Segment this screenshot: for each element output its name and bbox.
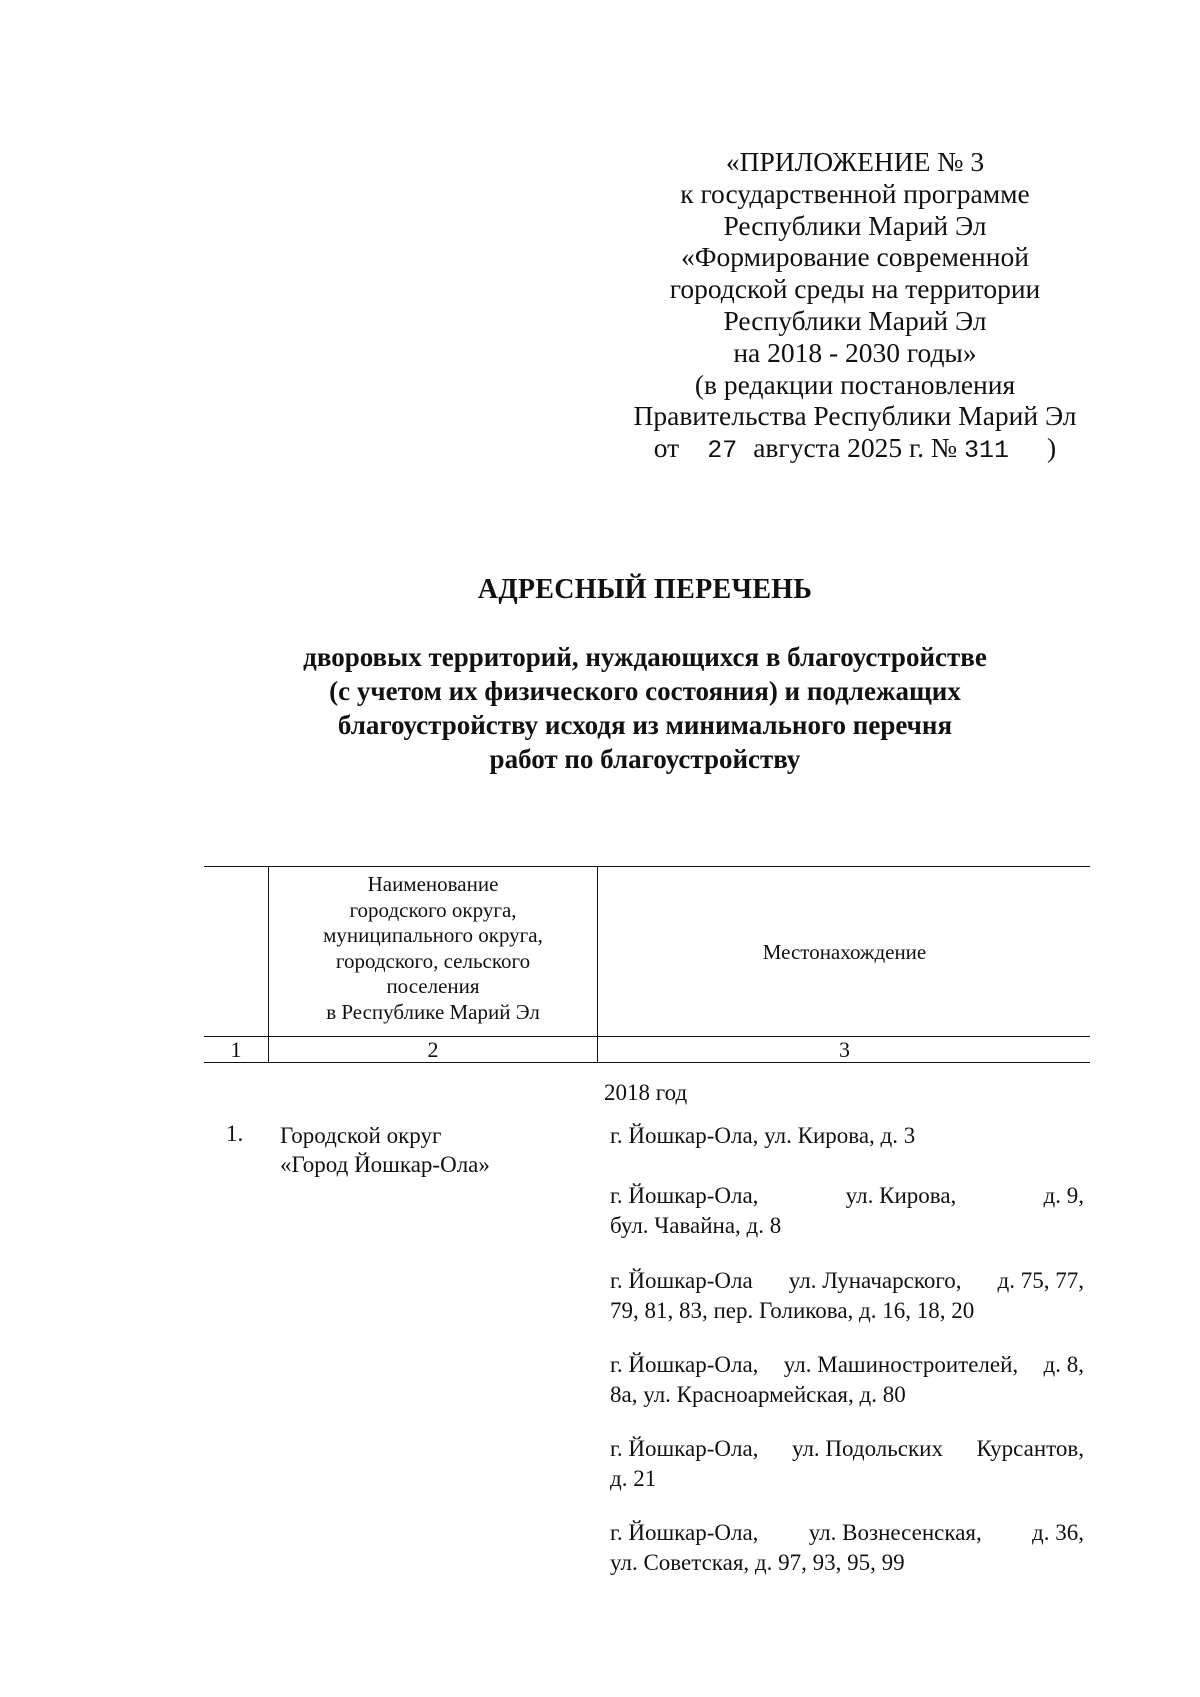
year-heading: 2018 год (604, 1080, 688, 1105)
column-number-2: 2 (427, 1037, 439, 1062)
column-number-1: 1 (230, 1037, 242, 1062)
address-part: г. Йошкар-Ола (610, 1268, 753, 1293)
address-part: д. 75, 77, (997, 1268, 1084, 1293)
appendix-line-9: Правительства Республики Марий Эл (633, 400, 1077, 432)
address-line: 8а, ул. Красноармейская, д. 80 (610, 1381, 906, 1407)
date-prefix: от (653, 432, 680, 464)
appendix-line-1: «ПРИЛОЖЕНИЕ № 3 (725, 146, 985, 177)
header-municipality-line: городского округа, (349, 897, 517, 922)
address-line (610, 1518, 1084, 1548)
address-part: г. Йошкар-Ола, (610, 1183, 759, 1208)
address-line: ул. Советская, д. 97, 93, 95, 99 (610, 1549, 905, 1575)
header-municipality-line: городского, сельского (335, 948, 531, 973)
address-line (610, 1434, 1084, 1464)
appendix-line-2: к государственной программе (680, 177, 1030, 209)
table-divider-2 (597, 866, 598, 1062)
header-municipality-line: в Республике Марий Эл (326, 999, 540, 1024)
address-part: ул. Луначарского, (788, 1268, 962, 1293)
address-line (610, 1181, 1084, 1211)
header-municipality-line: Наименование (367, 872, 499, 896)
appendix-line-8: (в редакции постановления (694, 368, 1016, 400)
address-entry (610, 1350, 1084, 1409)
column-number-3: 3 (839, 1037, 850, 1062)
appendix-line-7: на 2018 - 2030 годы» (733, 336, 977, 368)
address-part: ул. Кирова, (845, 1183, 957, 1208)
address-part: г. Йошкар-Ола, (610, 1352, 759, 1377)
document-subtitle (0, 640, 1200, 776)
address-line (610, 1350, 1084, 1380)
subtitle-line-4: работ по благоустройству (489, 744, 801, 774)
appendix-line-4: «Формирование современной (681, 241, 1029, 273)
address-part: г. Йошкар-Ола, (610, 1436, 759, 1461)
address-part: д. 9, (1043, 1183, 1084, 1208)
appendix-line-3: Республики Марий Эл (723, 209, 987, 241)
address-entry (610, 1266, 1084, 1325)
address-part: ул. Подольских (791, 1436, 943, 1461)
address-line: 79, 81, 83, пер. Голикова, д. 16, 18, 20 (610, 1297, 975, 1323)
subtitle-line-2: (с учетом их физического состояния) и подлежащих (329, 676, 961, 706)
table-divider-1 (268, 866, 269, 1062)
header-location: Местонахождение (762, 940, 927, 964)
municipality-name (280, 1121, 490, 1179)
address-part: Курсантов, (976, 1436, 1084, 1461)
appendix-line-6: Республики Марий Эл (723, 304, 987, 336)
subtitle-line-3: благоустройству исходя из минимального перечня (337, 710, 953, 740)
date-month-year: августа 2025 г. (753, 432, 925, 464)
address-part: ул. Машиностроителей, (783, 1352, 1019, 1377)
date-day: 27 (707, 436, 738, 466)
address-part: д. 36, (1032, 1520, 1084, 1545)
address-part: г. Йошкар-Ола, (610, 1520, 759, 1545)
appendix-date-line (620, 432, 1090, 467)
document-title: АДРЕСНЫЙ ПЕРЕЧЕНЬ (477, 574, 813, 605)
address-part: ул. Вознесенская, (808, 1520, 982, 1545)
header-municipality-line: муниципального округа, (323, 923, 543, 947)
closing-paren: ) (1047, 432, 1057, 464)
address-line (610, 1266, 1084, 1296)
appendix-header (620, 146, 1090, 467)
municipality-name-line: Городской округ (280, 1123, 442, 1148)
header-municipality-line: поселения (386, 974, 480, 998)
document-number: 311 (964, 436, 1010, 466)
address-entry (610, 1518, 1084, 1577)
row-number: 1. (226, 1121, 244, 1146)
header-municipality (270, 872, 596, 1025)
address-line: бул. Чавайна, д. 8 (610, 1212, 782, 1238)
address-entry (610, 1434, 1084, 1493)
address-entry (610, 1121, 1084, 1151)
address-line: г. Йошкар-Ола, ул. Кирова, д. 3 (610, 1123, 916, 1148)
number-sign: № (930, 432, 958, 464)
address-entry (610, 1181, 1084, 1240)
appendix-line-5: городской среды на территории (669, 273, 1041, 305)
municipality-name-line: «Город Йошкар-Ола» (280, 1152, 490, 1177)
subtitle-line-1: дворовых территорий, нуждающихся в благоустройстве (303, 642, 987, 672)
table-top-rule (204, 866, 1090, 867)
address-part: д. 8, (1043, 1352, 1084, 1377)
address-line: д. 21 (610, 1465, 657, 1491)
